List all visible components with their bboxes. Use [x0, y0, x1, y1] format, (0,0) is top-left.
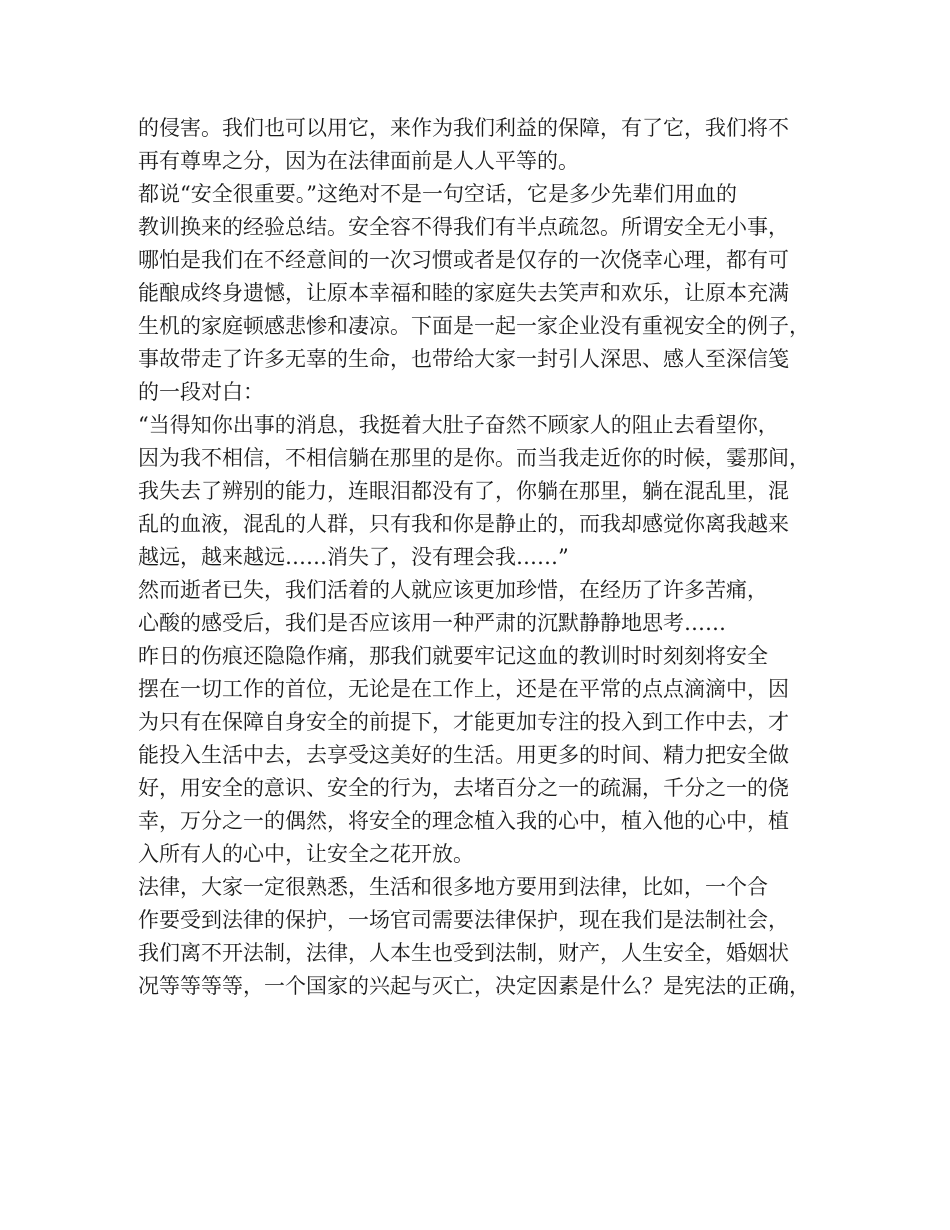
- text-line: 的一段对白：: [138, 380, 264, 404]
- text-line: 幸，万分之一的偶然，将安全的理念植入我的心中，植入他的心中，植: [138, 809, 789, 833]
- text-line: 况等等等等，一个国家的兴起与灭亡，决定因素是什么？是宪法的正确，: [138, 974, 810, 998]
- text-line: 事故带走了许多无辜的生命，也带给大家一封引人深思、感人至深信笺: [138, 347, 789, 371]
- text-line: 能投入生活中去，去享受这美好的生活。用更多的时间、精力把安全做: [138, 743, 789, 767]
- text-line: 的侵害。我们也可以用它，来作为我们利益的保障，有了它，我们将不: [138, 116, 789, 140]
- text-line: 我失去了辨别的能力，连眼泪都没有了，你躺在那里，躺在混乱里，混: [138, 479, 789, 503]
- text-line: 因为我不相信，不相信躺在那里的是你。而当我走近你的时候，霎那间，: [138, 446, 810, 470]
- text-line: 越远，越来越远……消失了，没有理会我……”: [138, 545, 569, 569]
- text-line: 好，用安全的意识、安全的行为，去堵百分之一的疏漏，千分之一的侥: [138, 776, 789, 800]
- text-line: 再有尊卑之分，因为在法律面前是人人平等的。: [138, 149, 579, 173]
- text-line: 为只有在保障自身安全的前提下，才能更加专注的投入到工作中去，才: [138, 710, 789, 734]
- text-line: 昨日的伤痕还隐隐作痛，那我们就要牢记这血的教训时时刻刻将安全: [138, 644, 768, 668]
- document-body-text: [138, 112, 828, 1003]
- text-line: 乱的血液，混乱的人群，只有我和你是静止的，而我却感觉你离我越来: [138, 512, 789, 536]
- text-line: 都说“安全很重要。”这绝对不是一句空话，它是多少先辈们用血的: [138, 182, 737, 206]
- text-line: 生机的家庭顿感悲惨和凄凉。下面是一起一家企业没有重视安全的例子，: [138, 314, 810, 338]
- text-line: “当得知你出事的消息，我挺着大肚子奋然不顾家人的阻止去看望你，: [138, 413, 779, 437]
- text-line: 能酿成终身遗憾，让原本幸福和睦的家庭失去笑声和欢乐，让原本充满: [138, 281, 789, 305]
- text-line: 哪怕是我们在不经意间的一次习惯或者是仅存的一次侥幸心理，都有可: [138, 248, 789, 272]
- text-line: 法律，大家一定很熟悉，生活和很多地方要用到法律，比如，一个合: [138, 875, 768, 899]
- text-line: 我们离不开法制，法律，人本生也受到法制，财产，人生安全，婚姻状: [138, 941, 789, 965]
- text-line: 摆在一切工作的首位，无论是在工作上，还是在平常的点点滴滴中，因: [138, 677, 789, 701]
- text-line: 教训换来的经验总结。安全容不得我们有半点疏忽。所谓安全无小事，: [138, 215, 789, 239]
- text-line: 然而逝者已失，我们活着的人就应该更加珍惜，在经历了许多苦痛，: [138, 578, 768, 602]
- text-line: 心酸的感受后，我们是否应该用一种严肃的沉默静静地思考……: [138, 611, 726, 635]
- text-line: 入所有人的心中，让安全之花开放。: [138, 842, 474, 866]
- text-line: 作要受到法律的保护，一场官司需要法律保护，现在我们是法制社会，: [138, 908, 789, 932]
